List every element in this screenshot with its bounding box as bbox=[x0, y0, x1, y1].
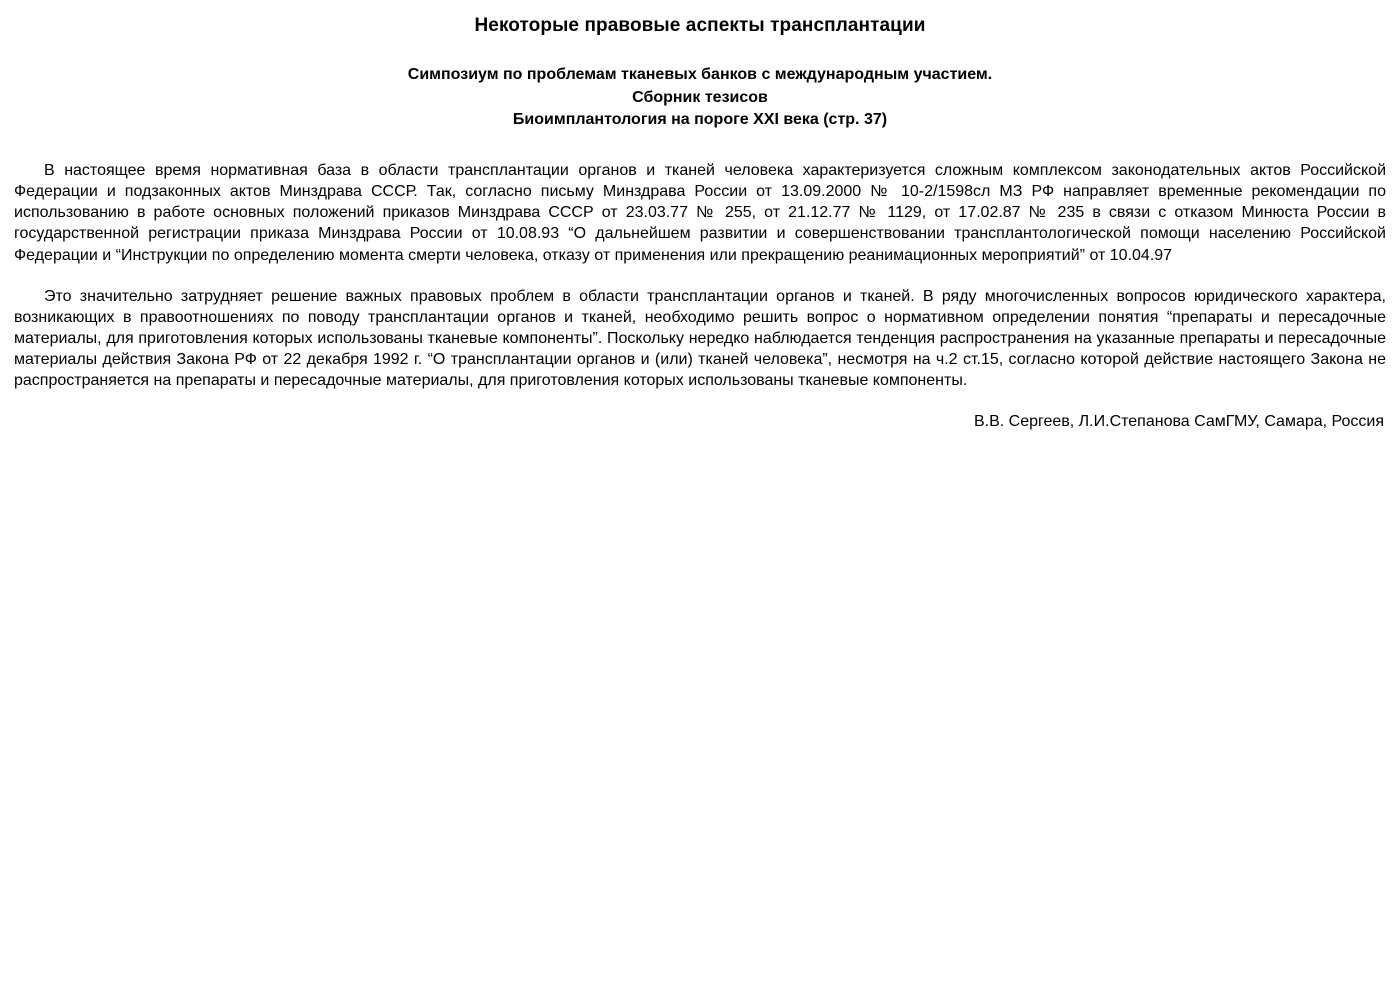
subtitle-line-2: Сборник тезисов bbox=[632, 88, 768, 106]
body-text bbox=[14, 160, 1386, 391]
subtitle-line-3: Биоимплантология на пороге XXI века (стр. 37) bbox=[512, 111, 888, 129]
page-title: Некоторые правовые аспекты трансплантации bbox=[474, 15, 926, 36]
authors-signature: В.В. Сергеев, Л.И.Степанова СамГМУ, Самара, Россия bbox=[973, 413, 1384, 431]
subtitle-block bbox=[14, 64, 1386, 132]
subtitle-line-1: Симпозиум по проблемам тканевых банков с международным участием. bbox=[407, 66, 993, 83]
paragraph-2: Это значительно затрудняет решение важных правовых проблем в области трансплантации органов и тканей. В ряду многочисленных вопросов юридического характера, возникающих в правоотношениях по поводу трансплантации органов и тканей, необходимо решить вопрос о нормативном определении понятия “препараты и пересадочные материалы, для приготовления которых использованы тканевые компоненты”. Поскольку нередко наблюдается тенденция распространения на указанные препараты и пересадочные материалы действия Закона РФ от 22 декабря 1992 г. “О трансплантации органов и (или) тканей человека”, несмотря на ч.2 ст.15, согласно которой действие настоящего Закона не распространяется на препараты и пересадочные материалы, для приготовления которых использованы тканевые компоненты. bbox=[14, 287, 1386, 390]
paragraph-1: В настоящее время нормативная база в области трансплантации органов и тканей человека характеризуется сложным комплексом законодательных актов Российской Федерации и подзаконных актов Минздрава СССР. Так, согласно письму Минздрава России от 13.09.2000 № 10-2/1598сл МЗ РФ направляет временные рекомендации по использованию в работе основных положений приказов Минздрава СССР от 23.03.77 № 255, от 21.12.77 № 1129, от 17.02.87 № 235 в связи с отказом Минюста России в государственной регистрации приказа Минздрава России от 10.08.93 “О дальнейшем развитии и совершенствовании трансплантологической помощи населению Российской Федерации и “Инструкции по определению момента смерти человека, отказу от применения или прекращению реанимационных мероприятий” от 10.04.97 bbox=[14, 162, 1386, 264]
